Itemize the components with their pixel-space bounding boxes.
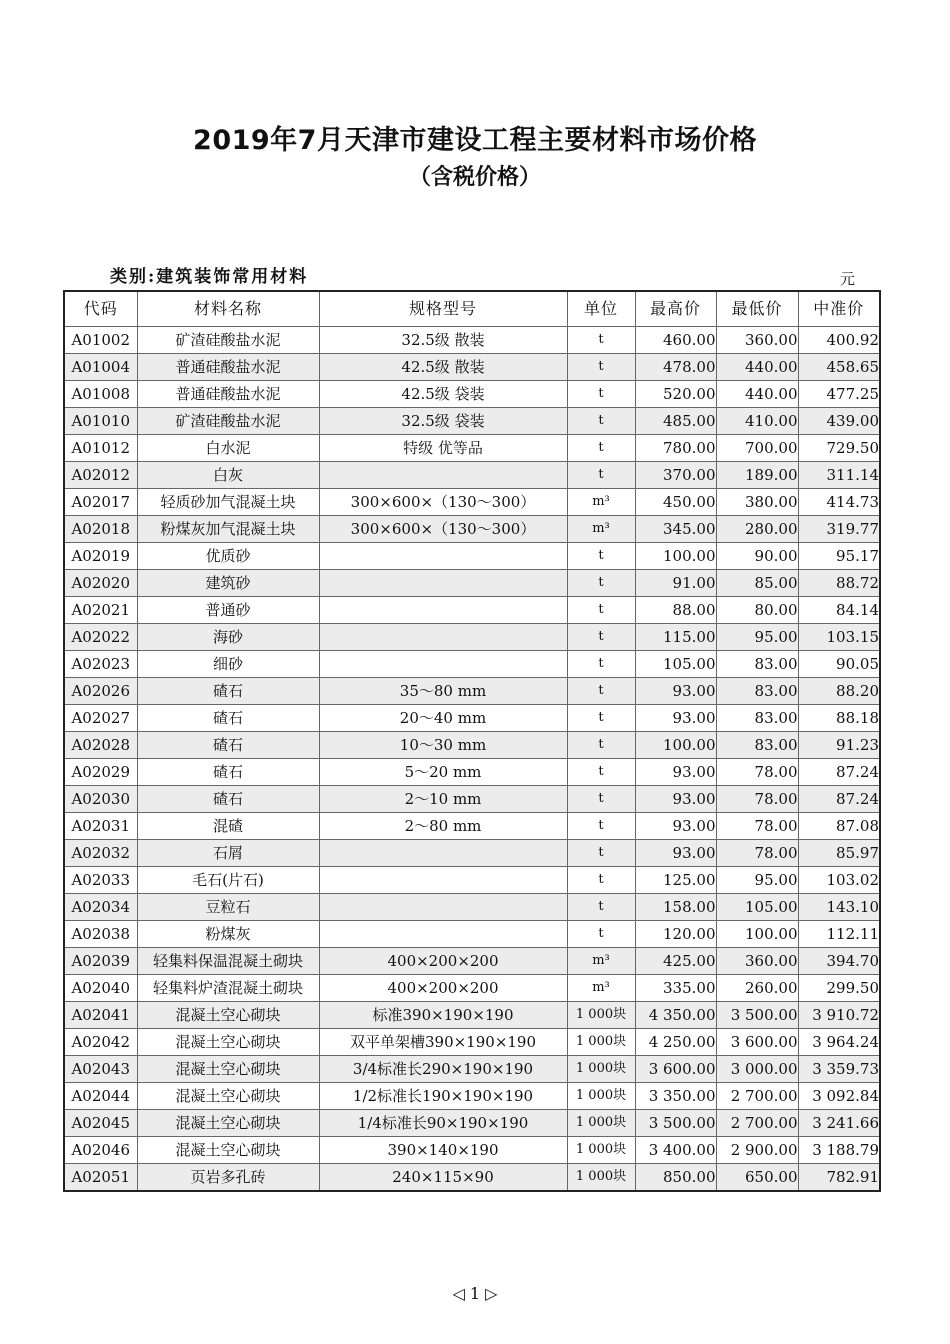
cell-max-price: 115.00 xyxy=(635,624,716,651)
cell-max-price: 93.00 xyxy=(635,759,716,786)
cell-max-price: 460.00 xyxy=(635,327,716,354)
cell-code: A02046 xyxy=(64,1137,137,1164)
cell-spec: 双平单架槽390×190×190 xyxy=(319,1029,567,1056)
cell-name: 白灰 xyxy=(137,462,319,489)
cell-mid-price: 103.02 xyxy=(798,867,880,894)
cell-mid-price: 91.23 xyxy=(798,732,880,759)
cell-name: 碴石 xyxy=(137,705,319,732)
cell-code: A02012 xyxy=(64,462,137,489)
table-row xyxy=(64,381,880,408)
cell-name: 普通砂 xyxy=(137,597,319,624)
cell-unit: t xyxy=(567,705,635,732)
table-row xyxy=(64,597,880,624)
cell-min-price: 189.00 xyxy=(716,462,798,489)
table-row xyxy=(64,489,880,516)
cell-mid-price: 3 092.84 xyxy=(798,1083,880,1110)
cell-name: 混凝土空心砌块 xyxy=(137,1083,319,1110)
cell-unit: 1 000块 xyxy=(567,1110,635,1137)
cell-spec: 240×115×90 xyxy=(319,1164,567,1192)
cell-unit: m³ xyxy=(567,948,635,975)
table-row xyxy=(64,975,880,1002)
cell-unit: m³ xyxy=(567,516,635,543)
cell-max-price: 370.00 xyxy=(635,462,716,489)
column-header-mid-price: 中准价 xyxy=(798,291,880,327)
cell-mid-price: 87.08 xyxy=(798,813,880,840)
cell-mid-price: 3 910.72 xyxy=(798,1002,880,1029)
cell-mid-price: 90.05 xyxy=(798,651,880,678)
cell-mid-price: 88.72 xyxy=(798,570,880,597)
cell-mid-price: 88.20 xyxy=(798,678,880,705)
cell-unit: t xyxy=(567,543,635,570)
cell-max-price: 125.00 xyxy=(635,867,716,894)
cell-mid-price: 477.25 xyxy=(798,381,880,408)
cell-mid-price: 311.14 xyxy=(798,462,880,489)
cell-unit: t xyxy=(567,354,635,381)
cell-code: A02039 xyxy=(64,948,137,975)
cell-unit: t xyxy=(567,624,635,651)
cell-name: 混凝土空心砌块 xyxy=(137,1002,319,1029)
cell-unit: 1 000块 xyxy=(567,1137,635,1164)
price-table xyxy=(63,290,881,1192)
cell-min-price: 380.00 xyxy=(716,489,798,516)
table-row xyxy=(64,516,880,543)
cell-unit: t xyxy=(567,894,635,921)
cell-min-price: 360.00 xyxy=(716,948,798,975)
table-row xyxy=(64,624,880,651)
column-header-max-price: 最高价 xyxy=(635,291,716,327)
cell-min-price: 83.00 xyxy=(716,732,798,759)
cell-unit: t xyxy=(567,759,635,786)
table-row xyxy=(64,1029,880,1056)
cell-name: 碴石 xyxy=(137,732,319,759)
cell-code: A02042 xyxy=(64,1029,137,1056)
cell-spec xyxy=(319,840,567,867)
cell-min-price: 650.00 xyxy=(716,1164,798,1192)
cell-name: 矿渣硅酸盐水泥 xyxy=(137,408,319,435)
cell-spec xyxy=(319,867,567,894)
table-row xyxy=(64,921,880,948)
table-row xyxy=(64,435,880,462)
table-body xyxy=(64,327,880,1192)
cell-unit: t xyxy=(567,381,635,408)
cell-code: A02033 xyxy=(64,867,137,894)
cell-code: A02041 xyxy=(64,1002,137,1029)
cell-mid-price: 439.00 xyxy=(798,408,880,435)
cell-max-price: 425.00 xyxy=(635,948,716,975)
category-label: 类别:建筑装饰常用材料 xyxy=(110,267,309,287)
cell-code: A02028 xyxy=(64,732,137,759)
cell-min-price: 3 500.00 xyxy=(716,1002,798,1029)
page-subtitle: （含税价格） xyxy=(408,165,541,190)
cell-unit: t xyxy=(567,867,635,894)
table-row xyxy=(64,570,880,597)
cell-code: A02043 xyxy=(64,1056,137,1083)
cell-name: 优质砂 xyxy=(137,543,319,570)
cell-spec: 300×600×（130～300） xyxy=(319,489,567,516)
cell-mid-price: 95.17 xyxy=(798,543,880,570)
page-title: 2019年7月天津市建设工程主要材料市场价格 xyxy=(193,125,757,156)
page-number: ◁ 1 ▷ xyxy=(452,1284,498,1303)
currency-unit-note: 元 xyxy=(840,270,856,288)
cell-code: A02029 xyxy=(64,759,137,786)
cell-unit: 1 000块 xyxy=(567,1002,635,1029)
cell-mid-price: 87.24 xyxy=(798,786,880,813)
column-header-code: 代码 xyxy=(64,291,137,327)
cell-min-price: 360.00 xyxy=(716,327,798,354)
cell-unit: t xyxy=(567,597,635,624)
cell-name: 混凝土空心砌块 xyxy=(137,1056,319,1083)
cell-spec: 32.5级 散装 xyxy=(319,327,567,354)
cell-spec: 1/2标准长190×190×190 xyxy=(319,1083,567,1110)
cell-unit: 1 000块 xyxy=(567,1083,635,1110)
cell-spec: 标准390×190×190 xyxy=(319,1002,567,1029)
cell-spec: 42.5级 散装 xyxy=(319,354,567,381)
cell-unit: t xyxy=(567,840,635,867)
cell-min-price: 440.00 xyxy=(716,381,798,408)
cell-max-price: 3 500.00 xyxy=(635,1110,716,1137)
cell-code: A02027 xyxy=(64,705,137,732)
cell-spec: 特级 优等品 xyxy=(319,435,567,462)
table-row xyxy=(64,1164,880,1192)
cell-name: 矿渣硅酸盐水泥 xyxy=(137,327,319,354)
cell-name: 混碴 xyxy=(137,813,319,840)
table-row xyxy=(64,1002,880,1029)
cell-max-price: 93.00 xyxy=(635,840,716,867)
cell-max-price: 478.00 xyxy=(635,354,716,381)
cell-min-price: 700.00 xyxy=(716,435,798,462)
cell-unit: t xyxy=(567,786,635,813)
cell-spec: 5～20 mm xyxy=(319,759,567,786)
cell-code: A02051 xyxy=(64,1164,137,1192)
cell-mid-price: 88.18 xyxy=(798,705,880,732)
cell-spec: 400×200×200 xyxy=(319,948,567,975)
cell-unit: 1 000块 xyxy=(567,1029,635,1056)
cell-min-price: 83.00 xyxy=(716,678,798,705)
cell-max-price: 100.00 xyxy=(635,543,716,570)
cell-max-price: 3 400.00 xyxy=(635,1137,716,1164)
cell-code: A02045 xyxy=(64,1110,137,1137)
cell-min-price: 78.00 xyxy=(716,840,798,867)
cell-name: 碴石 xyxy=(137,759,319,786)
cell-mid-price: 414.73 xyxy=(798,489,880,516)
cell-min-price: 2 700.00 xyxy=(716,1083,798,1110)
cell-name: 豆粒石 xyxy=(137,894,319,921)
cell-mid-price: 3 964.24 xyxy=(798,1029,880,1056)
column-header-min-price: 最低价 xyxy=(716,291,798,327)
cell-spec xyxy=(319,624,567,651)
cell-mid-price: 3 188.79 xyxy=(798,1137,880,1164)
table-row xyxy=(64,543,880,570)
cell-spec xyxy=(319,921,567,948)
table-row xyxy=(64,705,880,732)
cell-unit: t xyxy=(567,462,635,489)
cell-mid-price: 394.70 xyxy=(798,948,880,975)
cell-spec: 10～30 mm xyxy=(319,732,567,759)
cell-mid-price: 319.77 xyxy=(798,516,880,543)
cell-mid-price: 299.50 xyxy=(798,975,880,1002)
cell-unit: t xyxy=(567,651,635,678)
cell-code: A02020 xyxy=(64,570,137,597)
cell-name: 混凝土空心砌块 xyxy=(137,1137,319,1164)
cell-max-price: 88.00 xyxy=(635,597,716,624)
cell-name: 轻集料炉渣混凝土砌块 xyxy=(137,975,319,1002)
cell-name: 粉煤灰 xyxy=(137,921,319,948)
cell-code: A02032 xyxy=(64,840,137,867)
cell-name: 白水泥 xyxy=(137,435,319,462)
cell-max-price: 3 600.00 xyxy=(635,1056,716,1083)
cell-code: A02021 xyxy=(64,597,137,624)
cell-name: 海砂 xyxy=(137,624,319,651)
column-header-unit: 单位 xyxy=(567,291,635,327)
cell-max-price: 780.00 xyxy=(635,435,716,462)
table-row xyxy=(64,1056,880,1083)
cell-mid-price: 3 359.73 xyxy=(798,1056,880,1083)
cell-code: A02044 xyxy=(64,1083,137,1110)
cell-spec: 400×200×200 xyxy=(319,975,567,1002)
cell-unit: m³ xyxy=(567,489,635,516)
cell-min-price: 78.00 xyxy=(716,813,798,840)
cell-name: 轻集料保温混凝土砌块 xyxy=(137,948,319,975)
cell-min-price: 78.00 xyxy=(716,786,798,813)
cell-spec: 2～10 mm xyxy=(319,786,567,813)
table-row xyxy=(64,354,880,381)
cell-min-price: 3 000.00 xyxy=(716,1056,798,1083)
cell-min-price: 260.00 xyxy=(716,975,798,1002)
cell-max-price: 4 250.00 xyxy=(635,1029,716,1056)
cell-spec: 3/4标准长290×190×190 xyxy=(319,1056,567,1083)
cell-mid-price: 458.65 xyxy=(798,354,880,381)
cell-spec: 390×140×190 xyxy=(319,1137,567,1164)
cell-code: A01004 xyxy=(64,354,137,381)
cell-max-price: 93.00 xyxy=(635,705,716,732)
cell-unit: t xyxy=(567,570,635,597)
cell-name: 轻质砂加气混凝土块 xyxy=(137,489,319,516)
cell-max-price: 120.00 xyxy=(635,921,716,948)
cell-max-price: 93.00 xyxy=(635,786,716,813)
cell-min-price: 80.00 xyxy=(716,597,798,624)
table-row xyxy=(64,327,880,354)
table-row xyxy=(64,813,880,840)
cell-min-price: 280.00 xyxy=(716,516,798,543)
cell-spec xyxy=(319,894,567,921)
cell-code: A02022 xyxy=(64,624,137,651)
cell-spec xyxy=(319,570,567,597)
cell-name: 石屑 xyxy=(137,840,319,867)
cell-code: A02026 xyxy=(64,678,137,705)
cell-name: 碴石 xyxy=(137,786,319,813)
cell-spec: 35～80 mm xyxy=(319,678,567,705)
cell-name: 细砂 xyxy=(137,651,319,678)
cell-min-price: 95.00 xyxy=(716,624,798,651)
table-row xyxy=(64,786,880,813)
cell-unit: t xyxy=(567,408,635,435)
cell-code: A02017 xyxy=(64,489,137,516)
cell-spec: 1/4标准长90×190×190 xyxy=(319,1110,567,1137)
cell-mid-price: 143.10 xyxy=(798,894,880,921)
cell-min-price: 410.00 xyxy=(716,408,798,435)
cell-min-price: 3 600.00 xyxy=(716,1029,798,1056)
cell-name: 混凝土空心砌块 xyxy=(137,1110,319,1137)
table-row xyxy=(64,759,880,786)
cell-spec: 2～80 mm xyxy=(319,813,567,840)
table-row xyxy=(64,867,880,894)
cell-min-price: 105.00 xyxy=(716,894,798,921)
cell-name: 普通硅酸盐水泥 xyxy=(137,381,319,408)
cell-code: A01008 xyxy=(64,381,137,408)
table-row xyxy=(64,894,880,921)
cell-max-price: 100.00 xyxy=(635,732,716,759)
table-row xyxy=(64,840,880,867)
cell-mid-price: 400.92 xyxy=(798,327,880,354)
cell-code: A01002 xyxy=(64,327,137,354)
cell-code: A02040 xyxy=(64,975,137,1002)
cell-name: 普通硅酸盐水泥 xyxy=(137,354,319,381)
cell-max-price: 335.00 xyxy=(635,975,716,1002)
cell-code: A01010 xyxy=(64,408,137,435)
cell-code: A02023 xyxy=(64,651,137,678)
table-row xyxy=(64,408,880,435)
cell-min-price: 2 700.00 xyxy=(716,1110,798,1137)
cell-unit: t xyxy=(567,678,635,705)
cell-max-price: 485.00 xyxy=(635,408,716,435)
cell-name: 混凝土空心砌块 xyxy=(137,1029,319,1056)
cell-max-price: 105.00 xyxy=(635,651,716,678)
cell-spec xyxy=(319,651,567,678)
cell-max-price: 3 350.00 xyxy=(635,1083,716,1110)
table-row xyxy=(64,1137,880,1164)
cell-max-price: 4 350.00 xyxy=(635,1002,716,1029)
cell-unit: t xyxy=(567,732,635,759)
column-header-name: 材料名称 xyxy=(137,291,319,327)
cell-min-price: 440.00 xyxy=(716,354,798,381)
cell-name: 页岩多孔砖 xyxy=(137,1164,319,1192)
cell-code: A02038 xyxy=(64,921,137,948)
cell-mid-price: 112.11 xyxy=(798,921,880,948)
cell-code: A02018 xyxy=(64,516,137,543)
cell-mid-price: 103.15 xyxy=(798,624,880,651)
cell-max-price: 93.00 xyxy=(635,813,716,840)
cell-unit: 1 000块 xyxy=(567,1164,635,1192)
cell-min-price: 95.00 xyxy=(716,867,798,894)
cell-unit: m³ xyxy=(567,975,635,1002)
cell-name: 建筑砂 xyxy=(137,570,319,597)
cell-spec: 300×600×（130～300） xyxy=(319,516,567,543)
cell-max-price: 850.00 xyxy=(635,1164,716,1192)
cell-mid-price: 87.24 xyxy=(798,759,880,786)
cell-spec xyxy=(319,543,567,570)
table-row xyxy=(64,948,880,975)
cell-min-price: 2 900.00 xyxy=(716,1137,798,1164)
cell-max-price: 91.00 xyxy=(635,570,716,597)
cell-unit: t xyxy=(567,921,635,948)
cell-name: 粉煤灰加气混凝土块 xyxy=(137,516,319,543)
cell-max-price: 93.00 xyxy=(635,678,716,705)
cell-unit: t xyxy=(567,813,635,840)
cell-max-price: 450.00 xyxy=(635,489,716,516)
cell-spec: 20～40 mm xyxy=(319,705,567,732)
cell-min-price: 100.00 xyxy=(716,921,798,948)
cell-max-price: 345.00 xyxy=(635,516,716,543)
cell-code: A02031 xyxy=(64,813,137,840)
table-row xyxy=(64,1083,880,1110)
cell-unit: t xyxy=(567,327,635,354)
cell-max-price: 158.00 xyxy=(635,894,716,921)
table-header-row xyxy=(64,291,880,327)
cell-unit: 1 000块 xyxy=(567,1056,635,1083)
cell-mid-price: 84.14 xyxy=(798,597,880,624)
cell-min-price: 83.00 xyxy=(716,705,798,732)
cell-unit: t xyxy=(567,435,635,462)
cell-min-price: 90.00 xyxy=(716,543,798,570)
cell-spec: 32.5级 袋装 xyxy=(319,408,567,435)
cell-min-price: 85.00 xyxy=(716,570,798,597)
cell-mid-price: 3 241.66 xyxy=(798,1110,880,1137)
cell-spec xyxy=(319,597,567,624)
cell-code: A02030 xyxy=(64,786,137,813)
cell-code: A02034 xyxy=(64,894,137,921)
cell-name: 碴石 xyxy=(137,678,319,705)
table-row xyxy=(64,732,880,759)
cell-max-price: 520.00 xyxy=(635,381,716,408)
cell-spec xyxy=(319,462,567,489)
cell-min-price: 78.00 xyxy=(716,759,798,786)
cell-mid-price: 782.91 xyxy=(798,1164,880,1192)
table-row xyxy=(64,651,880,678)
cell-mid-price: 729.50 xyxy=(798,435,880,462)
column-header-spec: 规格型号 xyxy=(319,291,567,327)
cell-mid-price: 85.97 xyxy=(798,840,880,867)
cell-min-price: 83.00 xyxy=(716,651,798,678)
cell-code: A01012 xyxy=(64,435,137,462)
cell-name: 毛石(片石) xyxy=(137,867,319,894)
table-row xyxy=(64,678,880,705)
table-row xyxy=(64,1110,880,1137)
table-row xyxy=(64,462,880,489)
cell-code: A02019 xyxy=(64,543,137,570)
cell-spec: 42.5级 袋装 xyxy=(319,381,567,408)
